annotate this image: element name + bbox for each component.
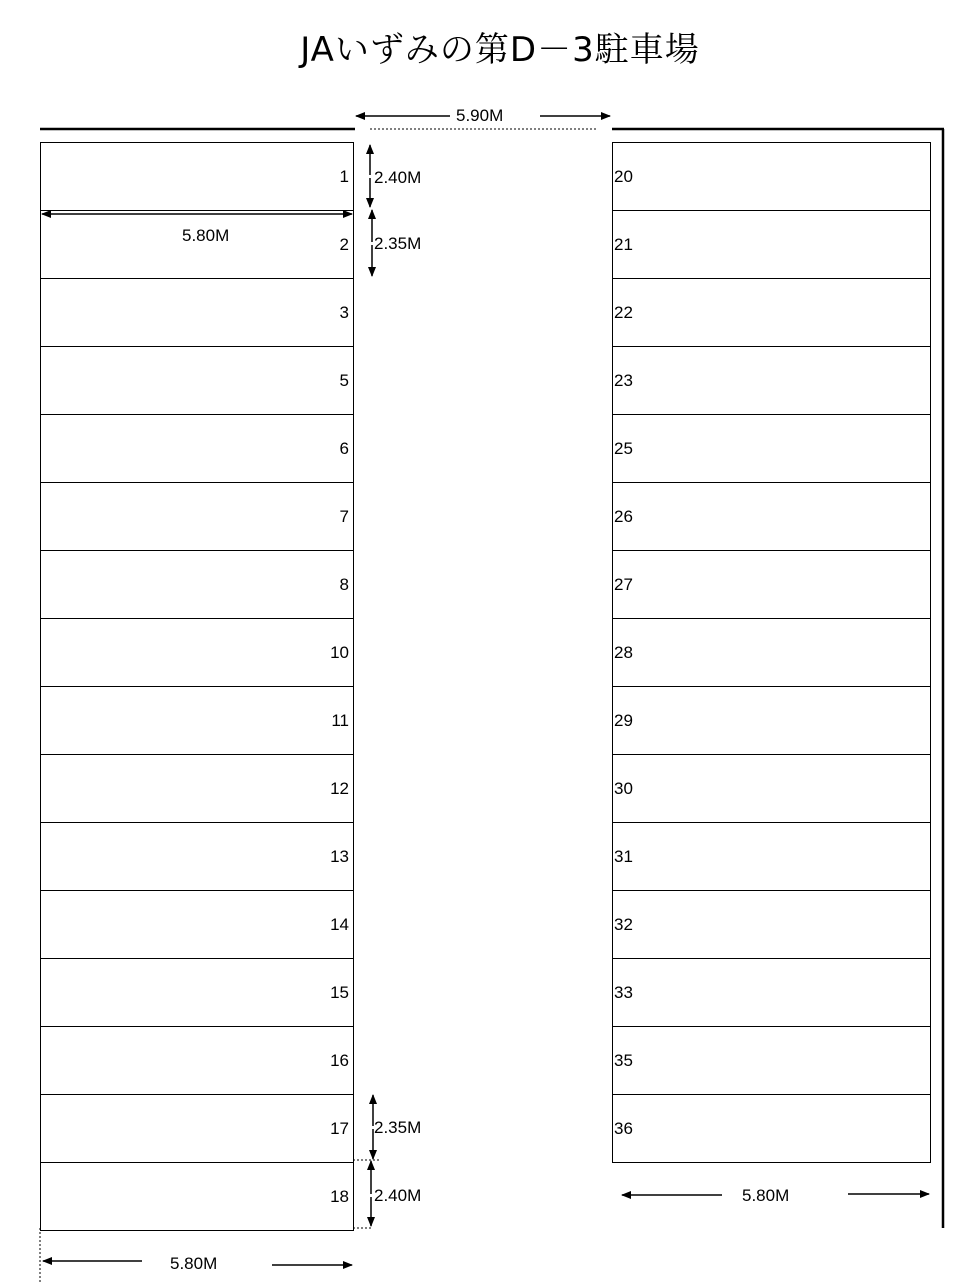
stall-number: 27	[614, 575, 633, 594]
stall-length-label-bottom-left: 5.80M	[170, 1254, 218, 1273]
stall-number: 31	[614, 847, 633, 866]
stall-number: 6	[339, 439, 349, 458]
stall-number: 23	[614, 371, 633, 390]
stall-number: 26	[614, 507, 633, 526]
stall-number: 28	[614, 643, 633, 662]
stall-number: 5	[339, 371, 349, 390]
stall-number: 20	[614, 167, 633, 186]
stall-number: 22	[614, 303, 633, 322]
stall1-width-label: 2.40M	[374, 168, 422, 187]
stall-number: 14	[330, 915, 349, 934]
stall-number: 10	[330, 643, 349, 662]
stall-number: 33	[614, 983, 633, 1002]
stall-length-label-top: 5.80M	[182, 226, 230, 245]
stall-number: 3	[339, 303, 349, 322]
stall-number: 18	[330, 1187, 349, 1206]
stall17-width-label: 2.35M	[374, 1118, 422, 1137]
stall-number: 2	[339, 235, 349, 254]
page-title: JAいずみの第D－3駐車場	[300, 30, 700, 70]
aisle-width-label: 5.90M	[456, 106, 504, 125]
stall-number: 30	[614, 779, 633, 798]
stall-number: 25	[614, 439, 633, 458]
stall-number: 17	[330, 1119, 349, 1138]
stall-length-label-bottom-right: 5.80M	[742, 1186, 790, 1205]
stall-number: 11	[331, 711, 349, 730]
stall-number: 21	[614, 235, 633, 254]
stall-number: 35	[614, 1051, 633, 1070]
stall-number: 32	[614, 915, 633, 934]
stall18-width-label: 2.40M	[374, 1186, 422, 1205]
stall-number: 7	[339, 507, 349, 526]
stall-number: 15	[330, 983, 349, 1002]
stall2-width-label: 2.35M	[374, 234, 422, 253]
stall-number: 8	[339, 575, 349, 594]
stall-number: 12	[330, 779, 349, 798]
stall-number: 29	[614, 711, 633, 730]
stall-number: 36	[614, 1119, 633, 1138]
stall-number: 13	[330, 847, 349, 866]
stall-number: 16	[330, 1051, 349, 1070]
stall-number: 1	[339, 167, 349, 186]
